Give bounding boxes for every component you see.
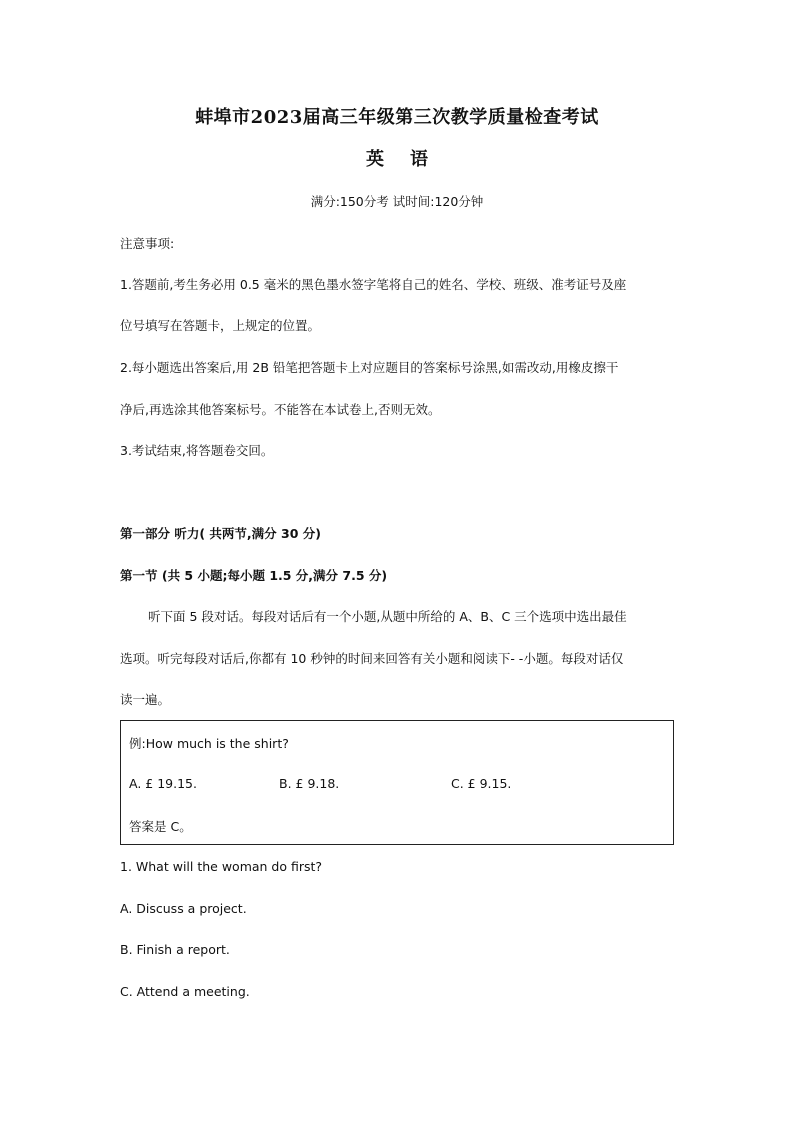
question-1-option-c: C. Attend a meeting. (120, 984, 250, 999)
notice-item-1-line-1: 1.答题前,考生务必用 0.5 毫米的黑色墨水签字笔将自己的姓名、学校、班级、准考证号及座 (120, 277, 627, 292)
notice-item-2-line-2: 净后,再选涂其他答案标号。不能答在本试卷上,否则无效。 (120, 402, 441, 417)
instruction-line-2: 选项。听完每段对话后,你都有 10 秒钟的时间来回答有关小题和阅读下- -小题。每段对话仅 (120, 651, 624, 666)
question-1-stem: 1. What will the woman do first? (120, 859, 323, 874)
part-1-heading: 第一部分 听力( 共两节,满分 30 分) (120, 526, 321, 541)
exam-meta: 满分:150分考 试时间:120分钟 (310, 194, 484, 209)
notice-item-3: 3.考试结束,将答题卷交回。 (120, 443, 274, 458)
example-question: 例:How much is the shirt? (129, 736, 289, 751)
notice-item-2-line-1: 2.每小题选出答案后,用 2B 铅笔把答题卡上对应题目的答案标号涂黑,如需改动,用橡皮擦干 (120, 360, 619, 375)
instruction-line-3: 读一遍。 (120, 692, 171, 707)
example-box (120, 720, 674, 845)
question-1-option-b: B. Finish a report. (120, 942, 230, 957)
notice-item-1-line-2: 位号填写在答题卡，上规定的位置。 (120, 318, 321, 333)
example-option-a: A. £ 19.15. (129, 776, 197, 791)
example-option-c: C. £ 9.15. (451, 776, 512, 791)
section-1-heading: 第一节 (共 5 小题;每小题 1.5 分,满分 7.5 分) (120, 568, 388, 583)
example-answer: 答案是 C。 (129, 819, 192, 834)
instruction-line-1: 听下面 5 段对话。每段对话后有一个小题,从题中所给的 A、B、C 三个选项中选出最佳 (148, 609, 627, 624)
question-1-option-a: A. Discuss a project. (120, 901, 247, 916)
notice-heading: 注意事项: (120, 236, 175, 251)
exam-title: 蚌埠市2023届高三年级第三次教学质量检查考试 (195, 107, 599, 128)
example-option-b: B. £ 9.18. (279, 776, 340, 791)
exam-subject: 英语 (366, 149, 454, 170)
